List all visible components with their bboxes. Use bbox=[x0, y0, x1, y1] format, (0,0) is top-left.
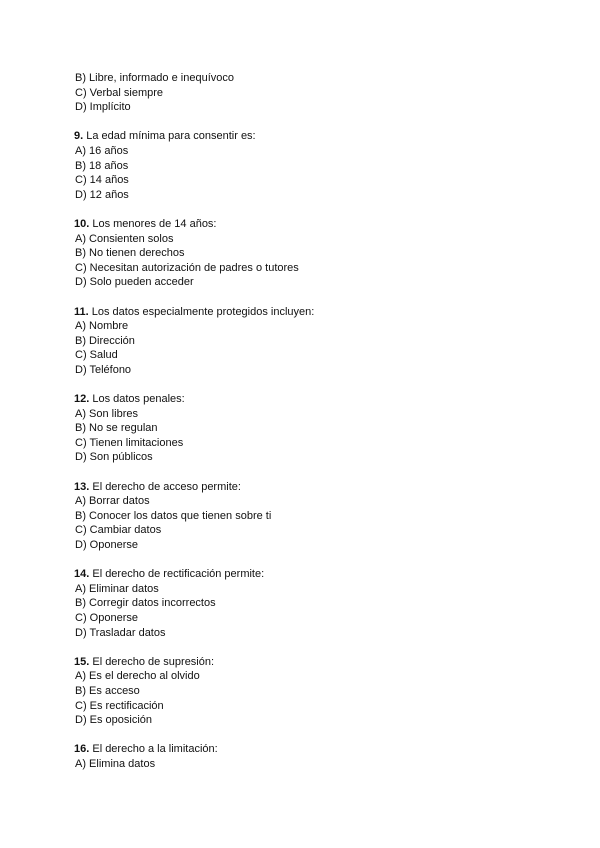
question-10 bbox=[74, 217, 554, 290]
question-14 bbox=[74, 567, 554, 640]
question-prompt: Los menores de 14 años: bbox=[89, 217, 217, 230]
answer-option: A) Son libres bbox=[75, 407, 138, 420]
question-text bbox=[74, 392, 554, 407]
answer-option: D) Trasladar datos bbox=[75, 626, 166, 639]
answer-option: B) Conocer los datos que tienen sobre ti bbox=[75, 509, 272, 522]
question-text bbox=[74, 655, 554, 670]
answer-option: D) Solo pueden acceder bbox=[75, 276, 194, 289]
question-prompt: La edad mínima para consentir es: bbox=[83, 130, 256, 143]
question-9 bbox=[74, 129, 554, 202]
question-text bbox=[74, 480, 554, 495]
answer-option: C) 14 años bbox=[75, 174, 129, 187]
answer-option: C) Es rectificación bbox=[75, 699, 164, 712]
question-text bbox=[74, 129, 554, 144]
answer-option: B) No se regulan bbox=[75, 422, 158, 435]
question-13 bbox=[74, 480, 554, 553]
answer-option: D) Son públicos bbox=[75, 451, 153, 464]
question-number: 16. bbox=[74, 743, 90, 756]
answer-option: A) Elimina datos bbox=[75, 757, 156, 770]
question-number: 10. bbox=[74, 217, 90, 230]
question-prompt: El derecho de supresión: bbox=[89, 655, 215, 668]
question-prompt: Los datos penales: bbox=[89, 393, 185, 406]
answer-option: B) Corregir datos incorrectos bbox=[75, 597, 216, 610]
answer-option: D) Teléfono bbox=[75, 363, 132, 376]
answer-option: B) No tienen derechos bbox=[75, 247, 185, 260]
question-16 bbox=[74, 742, 554, 771]
answer-option: B) Dirección bbox=[75, 334, 135, 347]
answer-option: C) Tienen limitaciones bbox=[75, 436, 184, 449]
answer-option: C) Verbal siempre bbox=[75, 86, 164, 99]
question-number: 15. bbox=[74, 655, 90, 668]
continued-options bbox=[74, 71, 554, 115]
answer-option: C) Salud bbox=[75, 349, 118, 362]
question-12 bbox=[74, 392, 554, 465]
question-text bbox=[74, 217, 554, 232]
question-number: 9. bbox=[74, 130, 84, 143]
question-11 bbox=[74, 305, 554, 378]
answer-option: C) Oponerse bbox=[75, 611, 138, 624]
answer-option: C) Cambiar datos bbox=[75, 524, 162, 537]
question-prompt: El derecho a la limitación: bbox=[89, 743, 218, 756]
answer-option: B) 18 años bbox=[75, 159, 129, 172]
answer-option: A) Borrar datos bbox=[75, 495, 150, 508]
question-prompt: El derecho de rectificación permite: bbox=[89, 568, 265, 581]
answer-option: A) Nombre bbox=[75, 320, 129, 333]
answer-option: D) 12 años bbox=[75, 188, 129, 201]
question-text bbox=[74, 567, 554, 582]
answer-option: B) Es acceso bbox=[75, 684, 140, 697]
question-number: 13. bbox=[74, 480, 90, 493]
question-prompt: Los datos especialmente protegidos incluyen: bbox=[88, 305, 315, 318]
question-15 bbox=[74, 655, 554, 728]
answer-option: D) Implícito bbox=[75, 101, 131, 114]
answer-option: B) Libre, informado e inequívoco bbox=[75, 72, 234, 84]
question-text bbox=[74, 742, 554, 757]
question-prompt: El derecho de acceso permite: bbox=[89, 480, 241, 493]
answer-option: D) Es oposición bbox=[75, 714, 153, 727]
answer-option: D) Oponerse bbox=[75, 539, 138, 551]
answer-option: A) Es el derecho al olvido bbox=[75, 670, 200, 683]
quiz-content bbox=[74, 71, 554, 772]
answer-option: A) Eliminar datos bbox=[75, 582, 159, 595]
answer-option: A) 16 años bbox=[75, 144, 129, 157]
answer-option: C) Necesitan autorización de padres o tutores bbox=[75, 261, 299, 274]
question-number: 12. bbox=[74, 393, 90, 406]
question-number: 11. bbox=[74, 305, 89, 318]
answer-option: A) Consienten solos bbox=[75, 232, 174, 245]
question-number: 14. bbox=[74, 568, 90, 581]
question-text bbox=[74, 305, 554, 320]
